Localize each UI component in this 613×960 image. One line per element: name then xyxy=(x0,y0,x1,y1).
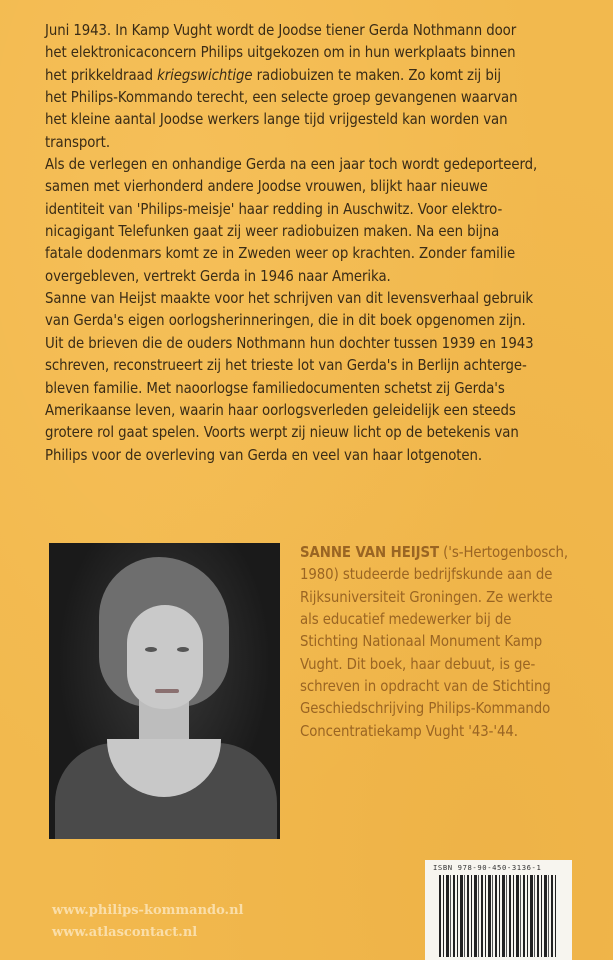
author-bio xyxy=(300,541,600,742)
blurb-line: transport. xyxy=(45,132,110,151)
blurb-line: fatale dodenmars komt ze in Zweden weer op krachten. Zonder familie xyxy=(45,244,516,263)
blurb-line: overgebleven, vertrekt Gerda in 1946 naar Amerika. xyxy=(45,266,391,285)
bio-line: Concentratiekamp Vught '43-'44. xyxy=(300,721,518,740)
blurb-line: samen met vierhonderd andere Joodse vrouwen, blijkt haar nieuwe xyxy=(45,177,488,196)
photo-face xyxy=(127,605,203,709)
blurb-line: Uit de brieven die de ouders Nothmann hun dochter tussen 1939 en 1943 xyxy=(45,333,534,352)
bio-line: Stichting Nationaal Monument Kamp xyxy=(300,632,543,651)
photo-eye xyxy=(177,647,189,652)
blurb-line: Juni 1943. In Kamp Vught wordt de Joodse tiener Gerda Nothmann door xyxy=(45,21,517,39)
barcode xyxy=(425,860,572,960)
bio-line: schreven in opdracht van de Stichting xyxy=(300,677,551,696)
blurb-line: Sanne van Heijst maakte voor het schrijven van dit levensverhaal gebruik xyxy=(45,289,533,308)
bio-line: SANNE VAN HEIJST ('s-Hertogenbosch, xyxy=(300,543,569,561)
blurb-line: het Philips-Kommando terecht, een selecte groep gevangenen waarvan xyxy=(45,88,518,107)
author-photo xyxy=(49,543,280,839)
bio-line: Geschiedschrijving Philips-Kommando xyxy=(300,699,551,718)
blurb-line: het kleine aantal Joodse werkers lange tijd vrijgesteld kan worden van xyxy=(45,110,508,129)
blurb-line: het prikkeldraad kriegswichtige radiobuizen te maken. Zo komt zij bij xyxy=(45,65,501,84)
bio-line: als educatief medewerker bij de xyxy=(300,610,512,629)
blurb-line: identiteit van 'Philips-meisje' haar redding in Auschwitz. Voor elektro- xyxy=(45,199,503,218)
blurb-line: van Gerda's eigen oorlogsherinneringen, die in dit boek opgenomen zijn. xyxy=(45,311,526,330)
blurb-line: bleven familie. Met naoorlogse familiedocumenten schetst zij Gerda's xyxy=(45,378,505,397)
blurb-text xyxy=(45,19,585,466)
blurb-line: Philips voor de overleving van Gerda en veel van haar lotgenoten. xyxy=(45,445,483,464)
blurb-line: nicagigant Telefunken gaat zij weer radiobuizen maken. Na een bijna xyxy=(45,222,500,241)
bio-line: Rijksuniversiteit Groningen. Ze werkte xyxy=(300,587,553,606)
blurb-line: schreven, reconstrueert zij het trieste lot van Gerda's in Berlijn achterge- xyxy=(45,356,527,375)
blurb-line: Amerikaanse leven, waarin haar oorlogsverleden geleidelijk een steeds xyxy=(45,400,516,419)
photo-eye xyxy=(145,647,157,652)
italic-term: kriegswichtige xyxy=(157,65,253,84)
bio-line: 1980) studeerde bedrijfskunde aan de xyxy=(300,565,553,584)
author-name: SANNE VAN HEIJST xyxy=(300,543,440,561)
blurb-line: grotere rol gaat spelen. Voorts werpt zij nieuw licht op de betekenis van xyxy=(45,423,519,442)
website-links xyxy=(52,900,243,944)
isbn-number: ISBN 978-90-450-3136-1 xyxy=(433,863,542,872)
barcode-bars xyxy=(439,875,556,957)
bio-line: Vught. Dit boek, haar debuut, is ge- xyxy=(300,654,536,673)
blurb-line: Als de verlegen en onhandige Gerda na een jaar toch wordt gedeporteerd, xyxy=(45,155,538,174)
url-atlascontact: www.atlascontact.nl xyxy=(52,925,198,940)
photo-mouth xyxy=(155,689,179,693)
blurb-line: het elektronicaconcern Philips uitgekozen om in hun werkplaats binnen xyxy=(45,43,516,62)
url-philips-kommando: www.philips-kommando.nl xyxy=(52,903,244,918)
